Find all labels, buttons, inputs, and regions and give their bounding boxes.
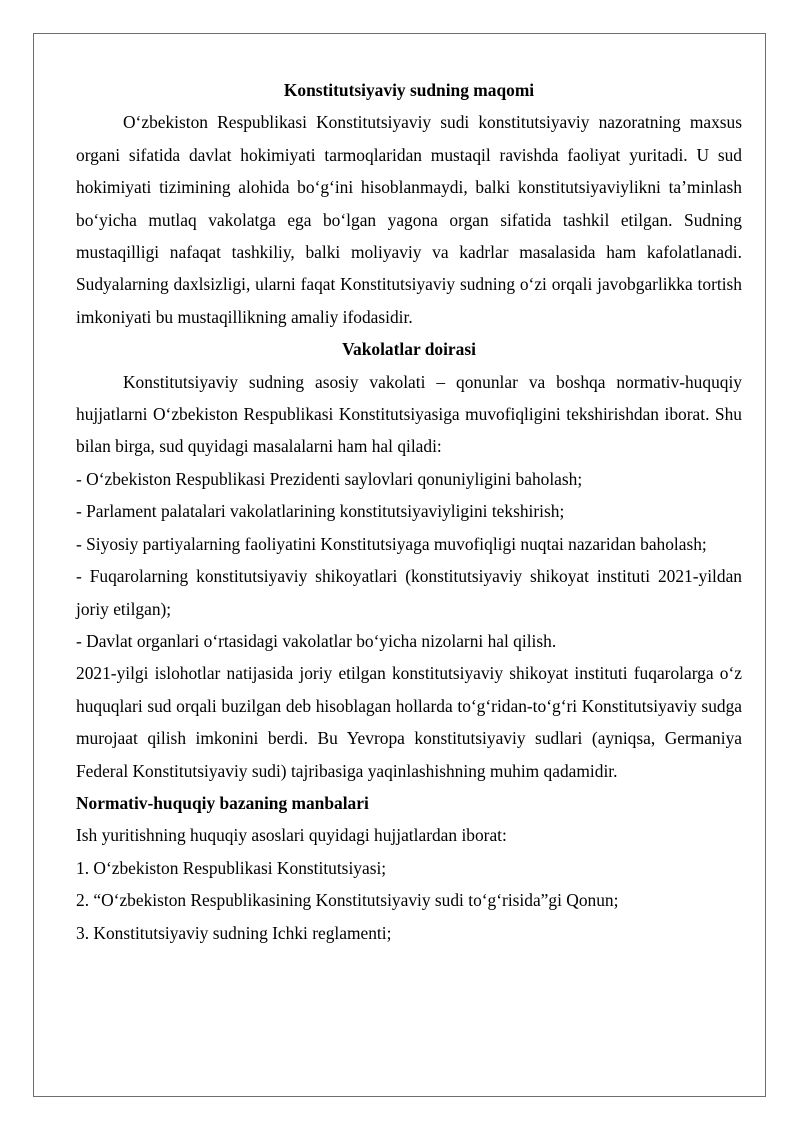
list-item: 3. Konstitutsiyaviy sudning Ichki reglamenti;	[76, 922, 392, 943]
list-item: - O‘zbekiston Respublikasi Prezidenti saylovlari qonuniyligini baholash;	[76, 468, 583, 489]
paragraph-status: O‘zbekiston Respublikasi Konstitutsiyaviy sudi konstitutsiyaviy nazoratning maxsus organi sifatida davlat hokimiyati tarmoqlaridan mustaqil ravishda faoliyat yuritadi. U sud hokimiyati tizimining alohida bo‘g‘ini hisoblanmaydi, balki konstitutsiyaviylikni ta’minlash bo‘yicha mutlaq vakolatga ega bo‘lgan yagona organ sifatida tashkil etilgan. Sudning mustaqilligi nafaqat tashkiliy, balki moliyaviy va kadrlar masalasida ham kafolatlanadi. Sudyalarning daxlsizligi, ularni faqat Konstitutsiyaviy sudning o‘zi orqali javobgarlikka tortish imkoniyati bu mustaqillikning amaliy ifodasidir.	[76, 112, 742, 327]
list-item: - Siyosiy partiyalarning faoliyatini Konstitutsiyaga muvofiqligi nuqtai nazaridan baholash;	[76, 533, 707, 554]
list-item: - Fuqarolarning konstitutsiyaviy shikoyatlari (konstitutsiyaviy shikoyat instituti 2021-yildan joriy etilgan);	[76, 566, 742, 619]
list-item: - Davlat organlari o‘rtasidagi vakolatlar bo‘yicha nizolarni hal qilish.	[76, 630, 557, 651]
paragraph-powers: Konstitutsiyaviy sudning asosiy vakolati – qonunlar va boshqa normativ-huquqiy hujjatlarni O‘zbekiston Respublikasi Konstitutsiyasiga muvofiqligini tekshirishdan iborat. Shu bilan birga, sud quyidagi masalalarni ham hal qiladi:	[76, 371, 742, 457]
list-item: 1. O‘zbekiston Respublikasi Konstitutsiyasi;	[76, 857, 387, 878]
section-heading-powers: Vakolatlar doirasi	[342, 339, 476, 360]
section-heading-sources: Normativ-huquqiy bazaning manbalari	[76, 792, 369, 813]
document-body	[76, 74, 742, 949]
list-item: 2. “O‘zbekiston Respublikasining Konstitutsiyaviy sudi to‘g‘risida”gi Qonun;	[76, 890, 619, 911]
paragraph-reform: 2021-yilgi islohotlar natijasida joriy etilgan konstitutsiyaviy shikoyat instituti fuqarolarga o‘z huquqlari sud orqali buzilgan deb hisoblagan hollarda to‘g‘ridan-to‘g‘ri Konstitutsiyaviy sudga murojaat qilish imkonini berdi. Bu Yevropa konstitutsiyaviy sudlari (ayniqsa, Germaniya Federal Konstitutsiyaviy sudi) tajribasiga yaqinlashishning muhim qadamidir.	[76, 663, 742, 781]
section-heading-status: Konstitutsiyaviy sudning maqomi	[283, 80, 535, 100]
paragraph-sources-intro: Ish yuritishning huquqiy asoslari quyidagi hujjatlardan iborat:	[76, 825, 507, 846]
list-item: - Parlament palatalari vakolatlarining konstitutsiyaviyligini tekshirish;	[76, 501, 565, 522]
